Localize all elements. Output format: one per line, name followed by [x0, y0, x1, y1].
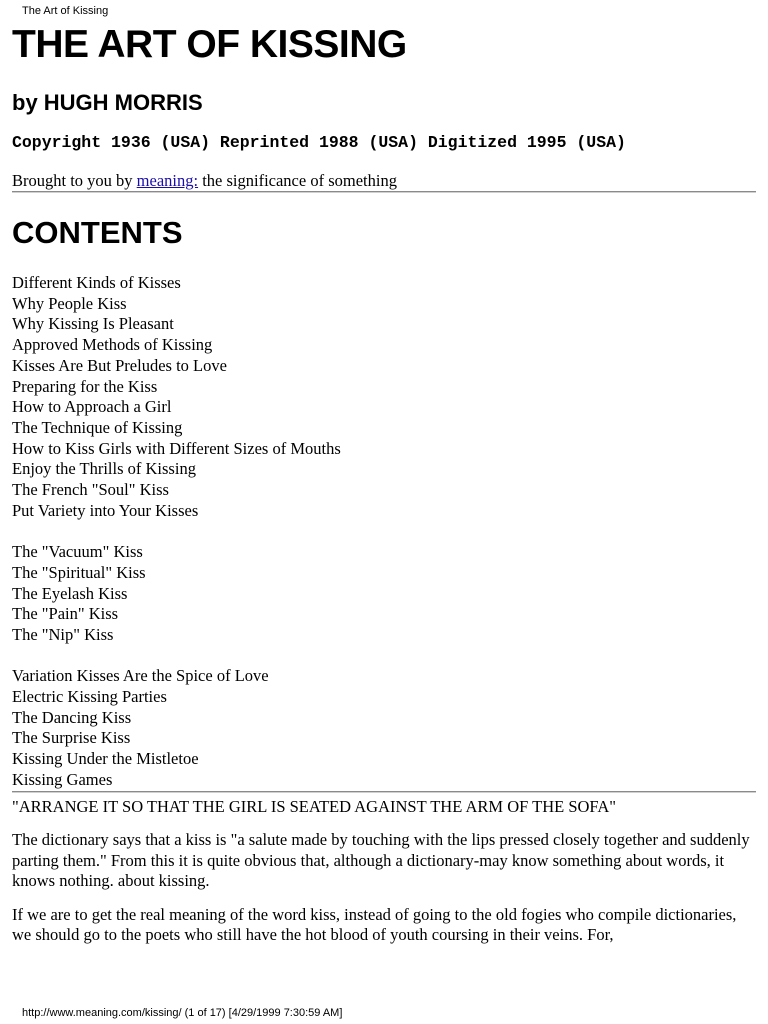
toc-item: The Dancing Kiss [12, 707, 132, 727]
page-header: The Art of Kissing [22, 5, 109, 17]
brought-suffix: the significance of something [202, 171, 397, 190]
toc-item: Different Kinds of Kisses [12, 273, 181, 292]
toc-item: The "Pain" Kiss [12, 604, 119, 624]
toc-item: The "Vacuum" Kiss [12, 542, 143, 562]
toc-item: How to Kiss Girls with Different Sizes of Mouths [12, 438, 341, 458]
meaning-link[interactable]: meaning: [136, 171, 199, 190]
document-body [12, 22, 756, 946]
toc-item: The "Spiritual" Kiss [12, 562, 146, 582]
toc-item: The "Nip" Kiss [12, 624, 114, 644]
brought-prefix: Brought to you by [12, 171, 133, 190]
toc-item: Electric Kissing Parties [12, 687, 167, 707]
toc-group-3 [12, 666, 756, 790]
toc-item: Kissing Under the Mistletoe [12, 749, 199, 769]
toc-item: Why People Kiss [12, 293, 127, 313]
toc-item: The Technique of Kissing [12, 417, 183, 437]
brought-to-you-line [12, 171, 756, 191]
toc-item: The French "Soul" Kiss [12, 480, 169, 500]
page-title: THE ART OF KISSING [12, 23, 407, 66]
toc-item: Approved Methods of Kissing [12, 335, 213, 355]
toc-item: How to Approach a Girl [12, 397, 172, 417]
author-line: by HUGH MORRIS [12, 90, 203, 115]
toc-group-1 [12, 273, 756, 521]
toc-item: The Eyelash Kiss [12, 583, 128, 603]
toc-item: The Surprise Kiss [12, 728, 131, 748]
section-quote: "ARRANGE IT SO THAT THE GIRL IS SEATED AGAINST THE ARM OF THE SOFA" [12, 796, 617, 816]
page-footer: http://www.meaning.com/kissing/ (1 of 17) [4/29/1999 7:30:59 AM] [22, 1007, 343, 1019]
contents-heading: CONTENTS [12, 215, 183, 250]
toc-item: Put Variety into Your Kisses [12, 500, 199, 520]
toc-item: Why Kissing Is Pleasant [12, 314, 174, 334]
copyright-line: Copyright 1936 (USA) Reprinted 1988 (USA) Digitized 1995 (USA) [12, 133, 626, 152]
toc-item: Variation Kisses Are the Spice of Love [12, 666, 269, 686]
toc-item: Enjoy the Thrills of Kissing [12, 459, 196, 479]
divider [12, 791, 756, 793]
body-paragraph: If we are to get the real meaning of the word kiss, instead of going to the old fogies who compile dictionaries, we should go to the poets who still have the hot blood of youth coursing in their veins. For, [12, 904, 737, 945]
toc-group-2 [12, 542, 756, 646]
toc-item: Preparing for the Kiss [12, 376, 158, 396]
divider [12, 191, 756, 193]
body-paragraph: The dictionary says that a kiss is "a salute made by touching with the lips pressed closely together and suddenly parting them." From this it is quite obvious that, although a dictionary-may know something about words, it knows nothing. about kissing. [12, 830, 750, 891]
toc-item: Kisses Are But Preludes to Love [12, 355, 227, 375]
toc-item: Kissing Games [12, 769, 113, 789]
